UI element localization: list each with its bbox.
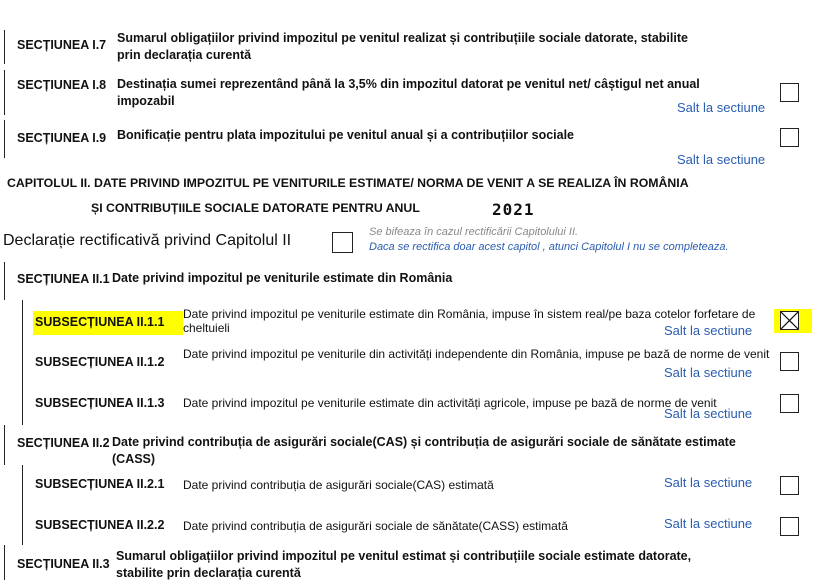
section-title: Sumarul obligațiilor privind impozitul pe venitul estimat și contribuțiile sociale estimate datorate,: [116, 549, 692, 563]
subsection-checkbox[interactable]: [780, 517, 799, 536]
rectificativa-label: Declarație rectificativă privind Capitolul II: [3, 232, 292, 249]
jump-link[interactable]: Salt la sectiune: [664, 365, 753, 380]
subsection-checkbox[interactable]: [780, 394, 799, 413]
subsection-title: Date privind contribuția de asigurări sociale(CAS) estimată: [183, 478, 494, 492]
jump-link[interactable]: Salt la sectiune: [677, 100, 766, 115]
subsection-code: SUBSECȚIUNEA II.1.3: [35, 396, 165, 410]
subsection-title: Date privind impozitul pe veniturile estimate din România, impuse în sistem real/pe baza cotelor forfetare de cheltuieli: [183, 307, 756, 335]
group-line: [4, 70, 5, 115]
checkmark-x-icon: [781, 312, 798, 329]
subsection-code: SUBSECȚIUNEA II.1.2: [35, 355, 165, 369]
group-line: [4, 30, 5, 64]
group-line: [4, 262, 5, 300]
section-title: Date privind impozitul pe veniturile estimate din România: [112, 271, 453, 285]
jump-link[interactable]: Salt la sectiune: [664, 516, 753, 531]
chapter-subtitle: ȘI CONTRIBUȚIILE SOCIALE DATORATE PENTRU ANUL: [91, 201, 420, 215]
jump-link[interactable]: Salt la sectiune: [664, 323, 753, 338]
group-line: [4, 425, 5, 465]
subsection-code: SUBSECȚIUNEA II.2.1: [35, 477, 165, 491]
group-line: [22, 465, 23, 545]
section-code: SECȚIUNEA II.2: [17, 436, 110, 450]
section-code: SECȚIUNEA I.9: [17, 131, 107, 145]
subsection-title: Date privind contribuția de asigurări sociale de sănătate(CASS) estimată: [183, 519, 568, 533]
section-code: SECȚIUNEA I.8: [17, 78, 107, 92]
subsection-code: SUBSECȚIUNEA II.2.2: [35, 518, 165, 532]
section-title: Destinația sumei reprezentând până la 3,5% din impozitul datorat pe venitul net/ câștigul net anual impozabil: [117, 77, 700, 108]
jump-link[interactable]: Salt la sectiune: [664, 475, 753, 490]
group-line: [4, 545, 5, 580]
section-title: Sumarul obligațiilor privind impozitul pe venitul realizat și contribuțiile sociale datorate, stabilite prin declarația curentă: [117, 31, 688, 62]
section-title-cont: stabilite prin declarația curentă: [116, 566, 301, 580]
subsection-checkbox[interactable]: [780, 352, 799, 371]
jump-link[interactable]: Salt la sectiune: [677, 152, 766, 167]
group-line: [4, 120, 5, 158]
subsection-code: SUBSECȚIUNEA II.1.1: [35, 315, 165, 329]
rectificativa-note: Se bifeaza în cazul rectificării Capitolului II.: [369, 226, 579, 238]
subsection-title: Date privind impozitul pe veniturile estimate din activități agricole, impuse pe bază de norme de venit: [183, 396, 717, 410]
section-checkbox[interactable]: [780, 128, 799, 147]
section-code: SECȚIUNEA I.7: [17, 38, 107, 52]
chapter-title: CAPITOLUL II. DATE PRIVIND IMPOZITUL PE VENITURILE ESTIMATE/ NORMA DE VENIT A SE REALIZA ÎN ROMÂNIA: [7, 176, 689, 190]
section-code: SECȚIUNEA II.1: [17, 272, 110, 286]
section-checkbox[interactable]: [780, 83, 799, 102]
rectificativa-note: Daca se rectifica doar acest capitol , atunci Capitolul I nu se completeaza.: [369, 241, 729, 253]
subsection-checkbox[interactable]: [780, 476, 799, 495]
section-title-cont: (CASS): [112, 452, 156, 466]
group-line: [22, 300, 23, 425]
year-value: 2021: [492, 200, 535, 219]
section-title: Date privind contribuția de asigurări sociale(CAS) și contribuția de asigurări sociale de sănătate estimate: [112, 435, 736, 449]
jump-link[interactable]: Salt la sectiune: [664, 406, 753, 421]
section-code: SECȚIUNEA II.3: [17, 557, 110, 571]
subsection-title: Date privind impozitul pe veniturile din activități independente din România, impuse pe bază de norme de venit: [183, 347, 770, 361]
rectificativa-checkbox[interactable]: [332, 232, 353, 253]
section-title: Bonificație pentru plata impozitului pe venitul anual și a contribuțiilor sociale: [117, 128, 575, 142]
subsection-checkbox-checked[interactable]: [780, 311, 799, 330]
